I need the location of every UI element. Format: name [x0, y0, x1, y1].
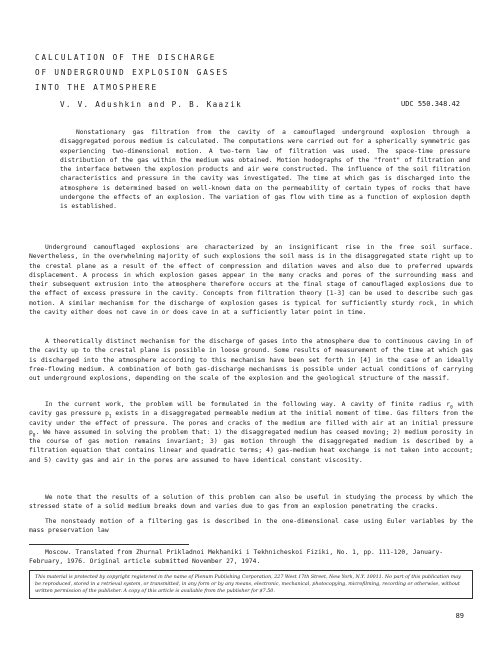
- abstract: [60, 128, 470, 212]
- body-paragraph-2-block: [29, 337, 473, 383]
- authors-line: V. V. Adushkin and P. B. Kaazik: [60, 100, 243, 109]
- body-paragraph-3-block: [29, 400, 473, 465]
- page-number: 89: [455, 612, 464, 620]
- body-paragraph-5-block: [29, 517, 473, 536]
- copyright-notice-text: This material is protected by copyright registered in the name of Plenum Publishing Corporation, 227 West 17th Street, New York, N.Y. 10011. No part of this publication may be reproduced, stored in a retrieval system, or transmitted, in any form or by any means, electronic, mechanical, photocopying, microfilming, recording or otherwise, without written permission of the publisher. A copy of this article is available from the publisher for $7.50.: [35, 575, 461, 594]
- body-paragraph-3: [29, 400, 473, 465]
- body-paragraph-5: The nonsteady motion of a filtering gas is described in the one-dimensional case using Euler variables by the mass preservation law: [29, 518, 473, 535]
- title-line-3: INTO THE ATMOSPHERE: [35, 83, 158, 92]
- body-paragraph-1: Underground camouflaged explosions are characterized by an insignificant rise in the free soil surface. Nevertheless, in the overwhelming majority of such explosions the soil mass is in the disaggregated state right up to the crestal plane as a result of the effect of compression and dilation waves and also due to preferred upwards displacement. A process in which explosion gases appear in the many cracks and pores of the surrounding mass and their subsequent extrusion into the atmosphere therefore occurs at the final stage of camouflaged explosions due to the effect of excess pressure in the cavity. Concepts from filtration theory [1-3] can be used to describe such gas motion. A similar mechanism for the discharge of explosion gases is typical for sufficiently sturdy rock, in which the cavity either does not cave in or does cave in at a sufficiently later point in time.: [29, 244, 473, 317]
- title-line-2: OF UNDERGROUND EXPLOSION GASES: [35, 68, 230, 77]
- p3-part-b: with cavity gas pressure p: [29, 401, 473, 418]
- subscript-p1: 1: [108, 414, 112, 420]
- udc-code: UDC 550.348.42: [400, 100, 460, 108]
- footnote: [29, 548, 473, 567]
- p3-part-d: . We have assumed in solving the problem that: 1) the disaggregated medium has ceased moving; 2) medium porosity in the course of gas motion remains invariant; 3) gas motion through the disaggregated medium is described by a filtration equation that contains linear and quadratic terms; 4) gas-medium heat exchange is not taken into account; and 5) cavity gas and air in the pores are assumed to have identical constant viscosity.: [29, 428, 473, 464]
- footnote-divider: [29, 544, 189, 545]
- body-paragraph-1-block: [29, 243, 473, 317]
- body-paragraph-4: We note that the results of a solution of this problem can also be useful in studying the process by which the stressed state of a solid medium breaks down and varies due to gas from an explosion penetrating the cracks.: [29, 494, 473, 511]
- abstract-text: Nonstationary gas filtration from the cavity of a camouflaged underground explosion through a disaggregated porous medium is calculated. The computations were carried out for a spherically symmetric gas experiencing two-dimensional motion. A two-term law of filtration was used. The space-time pressure distribution of the gas within the medium was obtained. Motion hodographs of the "front" of filtration and the interface between the explosion products and air were constructed. The influence of the soil filtration characteristics and pressure in the cavity was investigated. The time at which gas is discharged into the atmosphere is determined based on well-known data on the permeability of certain types of rocks that have undergone the effects of an explosion. The variation of gas flow with time as a function of explosion depth is established.: [60, 129, 470, 211]
- p3-part-a: In the current work, the problem will be formulated in the following way. A cavity of finite radius r: [45, 401, 451, 408]
- body-paragraph-2: A theoretically distinct mechanism for the discharge of gases into the atmosphere due to continuous caving in of the cavity up to the crestal plane is possible in loose ground. Some results of measurement of the time at which gas is discharged into the atmosphere according to this mechanism have been set forth in [4] in the case of an ideally free-flowing medium. A combination of both gas-discharge mechanisms is possible under actual conditions of carrying out underground explosions, depending on the scale of the explosion and the geological structure of the massif.: [29, 338, 473, 383]
- p3-part-c: exists in a disaggregated permeable medium at the initial moment of time. Gas filters from the cavity under the effect of pressure. The pores and cracks of the medium are filled with air at an initial pressure p: [29, 410, 473, 436]
- copyright-notice-box: [29, 570, 473, 599]
- article-title: [35, 50, 229, 95]
- footnote-text: Moscow. Translated from Zhurnal Prikladnoi Mekhaniki i Tekhnicheskoi Fiziki, No. 1, pp. 111-120, January-February, 1976. Original article submitted November 27, 1974.: [29, 549, 444, 566]
- subscript-r0: 0: [450, 405, 453, 411]
- body-paragraph-4-block: [29, 493, 473, 512]
- title-line-1: CALCULATION OF THE DISCHARGE: [35, 53, 217, 62]
- subscript-p0: 0: [32, 433, 36, 439]
